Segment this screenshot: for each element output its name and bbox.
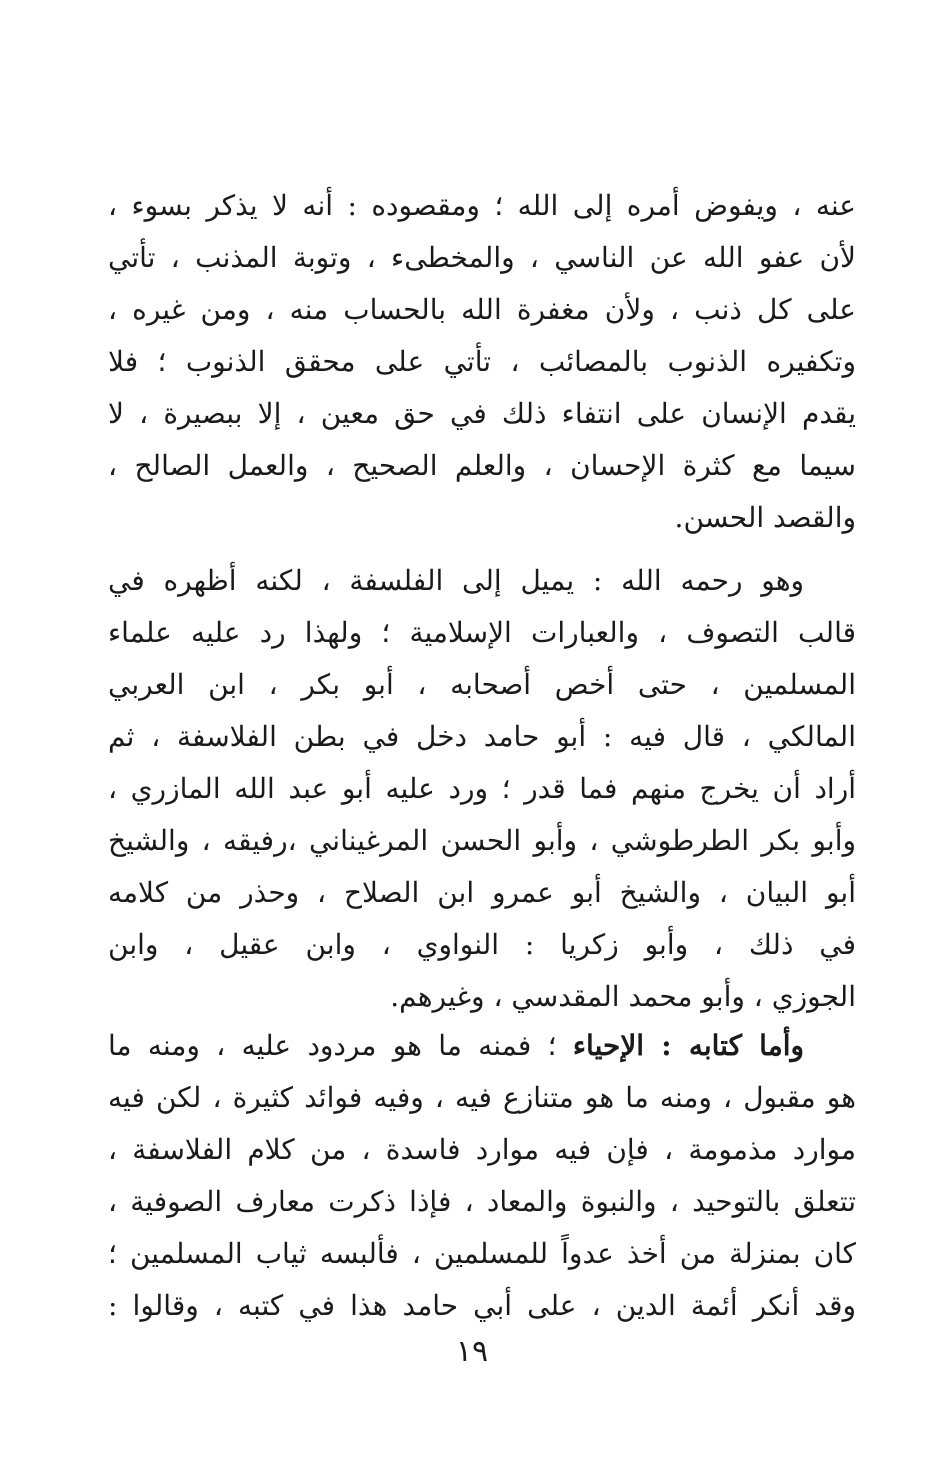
text-line: قالب التصوف ، والعبارات الإسلامية ؛ ولهذا رد عليه علماء — [108, 616, 856, 649]
text-line: المالكي ، قال فيه : أبو حامد دخل في بطن الفلاسفة ، ثم — [108, 720, 856, 753]
text-line: المسلمين ، حتى أخص أصحابه ، أبو بكر ، ابن العربي — [108, 668, 856, 701]
page-number: ١٩ — [455, 1334, 489, 1369]
text-line: لأن عفو الله عن الناسي ، والمخطىء ، وتوبة المذنب ، تأتي — [108, 241, 856, 274]
text-line: سيما مع كثرة الإحسان ، والعلم الصحيح ، والعمل الصالح ، — [108, 449, 856, 482]
text-line — [108, 1020, 856, 1072]
text-line: الجوزي ، وأبو محمد المقدسي ، وغيرهم. — [390, 980, 856, 1013]
text-line: عنه ، ويفوض أمره إلى الله ؛ ومقصوده : أنه لا يذكر بسوء ، — [108, 189, 856, 222]
text-line: تتعلق بالتوحيد ، والنبوة والمعاد ، فإذا ذكرت معارف الصوفية ، — [108, 1185, 856, 1218]
lead-rest: ؛ فمنه ما هو مردود عليه ، ومنه ما — [108, 1029, 557, 1062]
paragraph-3 — [108, 1020, 856, 1332]
text-line: وقد أنكر أئمة الدين ، على أبي حامد هذا في كتبه ، وقالوا : — [108, 1289, 856, 1322]
text-line: أراد أن يخرج منهم فما قدر ؛ ورد عليه أبو عبد الله المازري ، — [108, 772, 856, 805]
text-line: يقدم الإنسان على انتفاء ذلك في حق معين ، إلا ببصيرة ، لا — [108, 397, 856, 430]
text-line: وأبو بكر الطرطوشي ، وأبو الحسن المرغيناني ،رفيقه ، والشيخ — [108, 824, 856, 857]
text-line: أبو البيان ، والشيخ أبو عمرو ابن الصلاح ، وحذر من كلامه — [108, 876, 856, 909]
text-line: موارد مذمومة ، فإن فيه موارد فاسدة ، من كلام الفلاسفة ، — [108, 1133, 856, 1166]
text-line: وتكفيره الذنوب بالمصائب ، تأتي على محقق الذنوب ؛ فلا — [108, 345, 856, 378]
paragraph-1 — [108, 180, 856, 544]
text-line: والقصد الحسن. — [674, 501, 856, 534]
text-line: كان بمنزلة من أخذ عدواً للمسلمين ، فألبسه ثياب المسلمين ؛ — [108, 1237, 856, 1270]
paragraph-2 — [108, 555, 856, 1023]
text-line: وهو رحمه الله : يميل إلى الفلسفة ، لكنه أظهره في — [108, 564, 804, 597]
book-title-lead: وأما كتابه : الإحياء — [572, 1029, 804, 1062]
text-line: في ذلك ، وأبو زكريا : النواوي ، وابن عقيل ، وابن — [108, 928, 856, 961]
text-line: على كل ذنب ، ولأن مغفرة الله بالحساب منه ، ومن غيره ، — [108, 293, 856, 326]
text-line: هو مقبول ، ومنه ما هو متنازع فيه ، وفيه فوائد كثيرة ، لكن فيه — [108, 1081, 856, 1114]
